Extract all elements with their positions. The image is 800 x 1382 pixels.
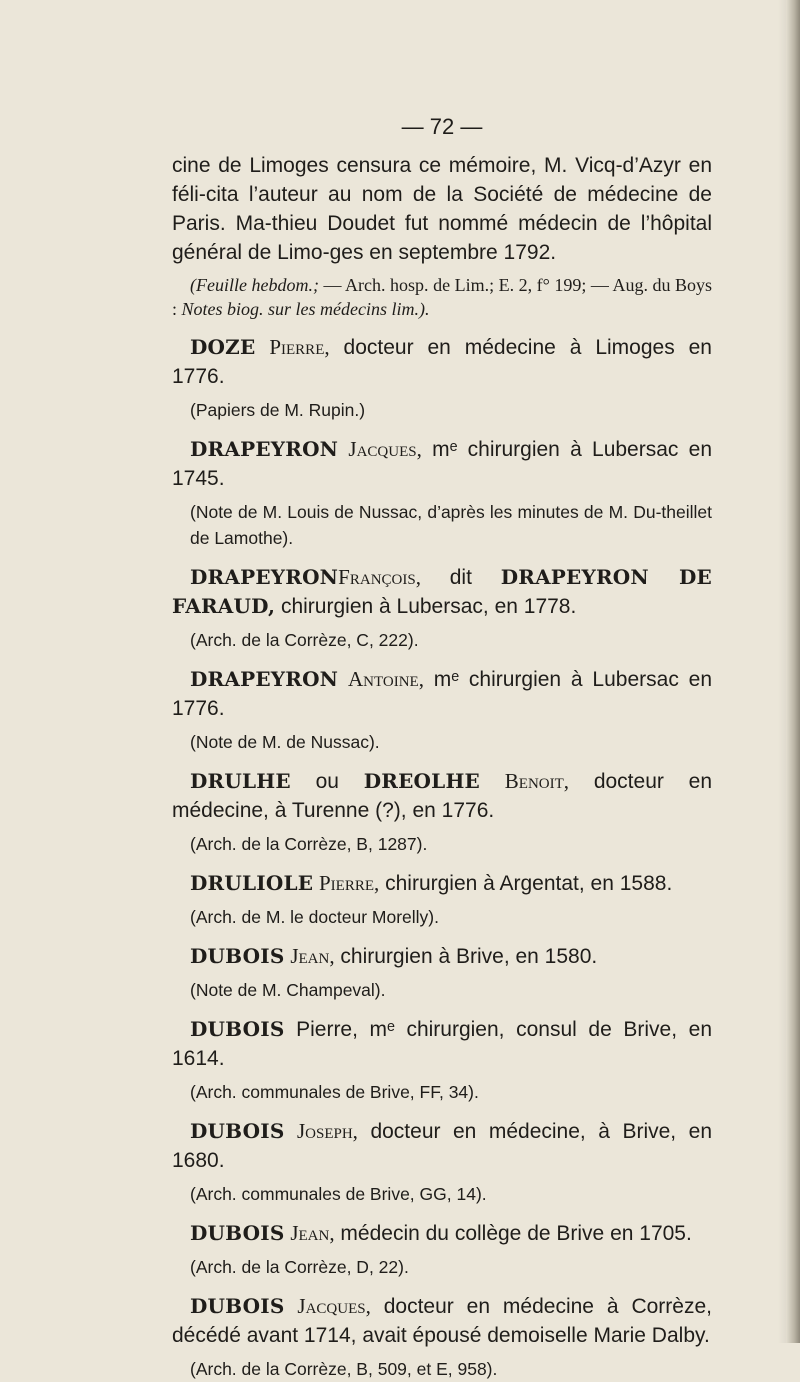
entry-druliole [172,869,712,930]
entry-source: (Arch. communales de Brive, FF, 34). [190,1082,479,1102]
intro-paragraph: cine de Limoges censura ce mémoire, M. Vicq-d’Azyr en féli-cita l’auteur au nom de la Société de médecine de Paris. Ma-thieu Doudet fut nommé médecin de l’hôpital général de Limo-ges en septembre 1792. [172,154,712,264]
entry-drapeyron-jacques [172,435,712,551]
entry-surname: DRULIOLE [190,871,314,895]
entry-surname: DOZE [190,335,256,359]
entry-text: mᵉ chirurgien à Lubersac en 1745. [172,438,712,490]
entry-heading [172,767,712,825]
entry-surname: DUBOIS [190,944,285,968]
entry-given-name: Joseph, [297,1119,358,1143]
entry-heading [172,869,712,898]
entry-surname: DRAPEYRON [190,667,339,691]
entry-surname: DRAPEYRON [190,437,339,461]
entry-given-name: Benoit, [504,769,570,793]
entry-heading [172,1015,712,1073]
entry-given-name: Jean, [290,1221,335,1245]
entry-surname: DRAPEYRON [190,565,339,589]
entry-text: docteur en médecine à Corrèze, décédé avant 1714, avait épousé demoiselle Marie Dalby. [172,1295,712,1347]
entry-alias: DRAPEYRON DE FARAUD, [172,565,712,618]
entry-surname-variant: DREOLHE [363,769,480,793]
entry-dubois-jacques [172,1292,712,1382]
entry-given-name: Jean, [290,944,335,968]
entry-text: chirurgien à Lubersac, en 1778. [275,595,577,618]
entry-drulhe [172,767,712,857]
entry-source: (Note de M. Louis de Nussac, d’après les minutes de M. Du-theillet de Lamothe). [190,502,712,548]
page-number: — 72 — [401,114,483,139]
entry-source: (Note de M. de Nussac). [190,732,380,752]
entry-drapeyron-francois [172,563,712,653]
entry-source: (Papiers de M. Rupin.) [190,400,366,420]
entry-surname: DUBOIS [190,1017,285,1041]
entry-text: chirurgien à Argentat, en 1588. [379,872,673,895]
entry-dubois-pierre [172,1015,712,1105]
entry-dubois-jean-1705 [172,1219,712,1280]
page-content [172,112,712,1382]
entry-given-name: Antoine, [348,667,424,691]
entry-heading [172,435,712,493]
entry-source: (Arch. de la Corrèze, C, 222). [190,630,419,650]
entry-surname: DUBOIS [190,1221,285,1245]
entry-source: (Arch. de la Corrèze, D, 22). [190,1257,409,1277]
entry-source: (Arch. de la Corrèze, B, 1287). [190,834,428,854]
entry-source: (Arch. de M. le docteur Morelly). [190,907,439,927]
intro-source-notes: Notes biog. sur les médecins lim.). [181,299,430,319]
entry-heading [172,1117,712,1175]
entry-heading [172,1219,712,1248]
entry-text: mᵉ chirurgien à Lubersac en 1776. [172,668,712,720]
intro-source-archives: — Arch. hosp. de Lim.; E. 2, f° 199; — Aug. du Boys : [172,275,713,319]
page-edge [786,0,800,1343]
entry-alias-connector: dit [420,566,501,589]
entry-given-name: Pierre, [296,1018,358,1041]
entry-heading [172,563,712,621]
entry-given-name: Jacques, [297,1294,371,1318]
intro-source-journal: (Feuille hebdom.; [190,275,319,295]
entry-surname: DUBOIS [190,1294,285,1318]
entry-text: docteur en médecine, à Brive, en 1680. [172,1120,712,1172]
entry-connector: ou [290,770,364,793]
entry-dubois-joseph [172,1117,712,1207]
entry-doze [172,333,712,423]
page-shadow [778,0,786,1343]
entry-heading [172,333,712,391]
entry-source: (Arch. de la Corrèze, B, 509, et E, 958). [190,1359,498,1379]
entry-drapeyron-antoine [172,665,712,755]
intro-source [172,273,712,321]
entry-given-name: Pierre, [269,335,330,359]
entry-given-name: Pierre, [319,871,380,895]
entry-given-name: François, [338,565,421,589]
entry-text: médecin du collège de Brive en 1705. [334,1222,692,1245]
entry-text: mᵉ chirurgien, consul de Brive, en 1614. [172,1018,712,1070]
entry-surname: DUBOIS [190,1119,285,1143]
entry-source: (Arch. communales de Brive, GG, 14). [190,1184,487,1204]
entry-dubois-jean-1580 [172,942,712,1003]
entry-heading [172,942,712,971]
entry-heading [172,1292,712,1350]
entry-text: docteur en médecine à Limoges en 1776. [172,336,712,388]
entry-text: docteur en médecine, à Turenne (?), en 1776. [172,770,713,822]
entry-heading [172,665,712,723]
entry-source: (Note de M. Champeval). [190,980,386,1000]
entry-given-name: Jacques, [348,437,422,461]
entry-text: chirurgien à Brive, en 1580. [334,945,598,968]
entry-surname: DRULHE [190,769,291,793]
